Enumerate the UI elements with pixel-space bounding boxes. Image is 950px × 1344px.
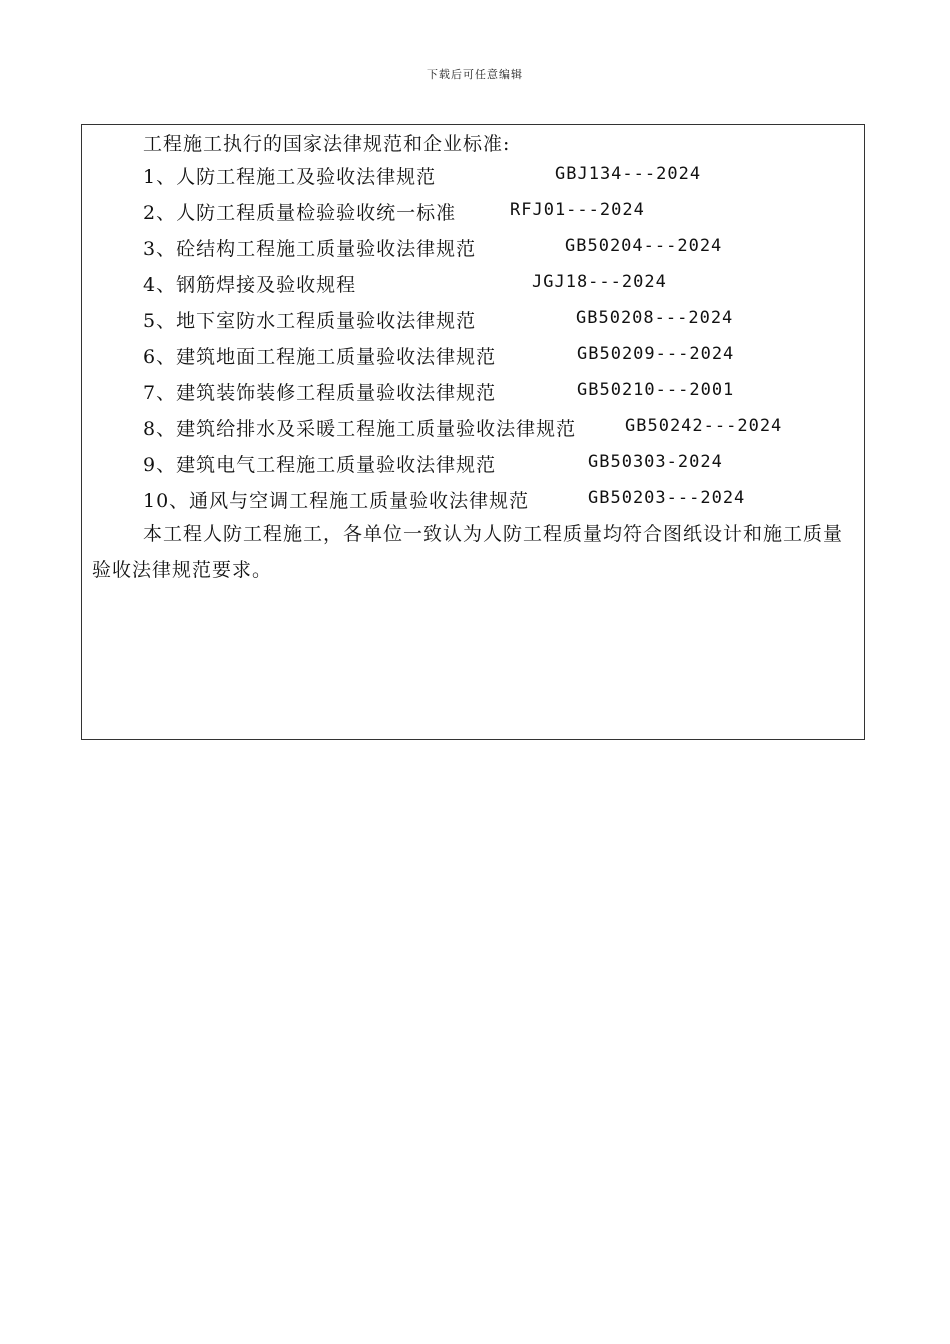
standard-code: GB50203---2024 — [588, 488, 746, 508]
intro-text: 工程施工执行的国家法律规范和企业标准: — [143, 133, 511, 155]
standard-code: GB50209---2024 — [577, 344, 735, 364]
standard-code: RFJ01---2024 — [510, 200, 645, 220]
standard-label: 6、建筑地面工程施工质量验收法律规范 — [143, 346, 497, 368]
standard-label: 9、建筑电气工程施工质量验收法律规范 — [143, 454, 497, 476]
standard-code: GB50204---2024 — [565, 236, 723, 256]
standard-label: 7、建筑装饰装修工程质量验收法律规范 — [143, 382, 497, 404]
standard-label: 10、通风与空调工程施工质量验收法律规范 — [143, 490, 530, 512]
standard-code: JGJ18---2024 — [532, 272, 667, 292]
standard-label: 5、地下室防水工程质量验收法律规范 — [143, 310, 477, 332]
standard-code: GB50210---2001 — [577, 380, 735, 400]
standard-code: GBJ134---2024 — [555, 164, 702, 184]
conclusion-text: 本工程人防工程施工，各单位一致认为人防工程质量均符合图纸设计和施工质量验收法律规范要求。 — [92, 523, 844, 581]
standard-label: 4、钢筋焊接及验收规程 — [143, 274, 357, 296]
standard-label: 8、建筑给排水及采暖工程施工质量验收法律规范 — [143, 418, 577, 440]
standard-label: 2、人防工程质量检验验收统一标准 — [143, 202, 457, 224]
standard-code: GB50208---2024 — [576, 308, 734, 328]
header-note: 下载后可任意编辑 — [427, 68, 523, 81]
standard-label: 3、砼结构工程施工质量验收法律规范 — [143, 238, 477, 260]
standard-label: 1、人防工程施工及验收法律规范 — [143, 166, 437, 188]
standard-code: GB50242---2024 — [625, 416, 783, 436]
standard-code: GB50303-2024 — [588, 452, 723, 472]
